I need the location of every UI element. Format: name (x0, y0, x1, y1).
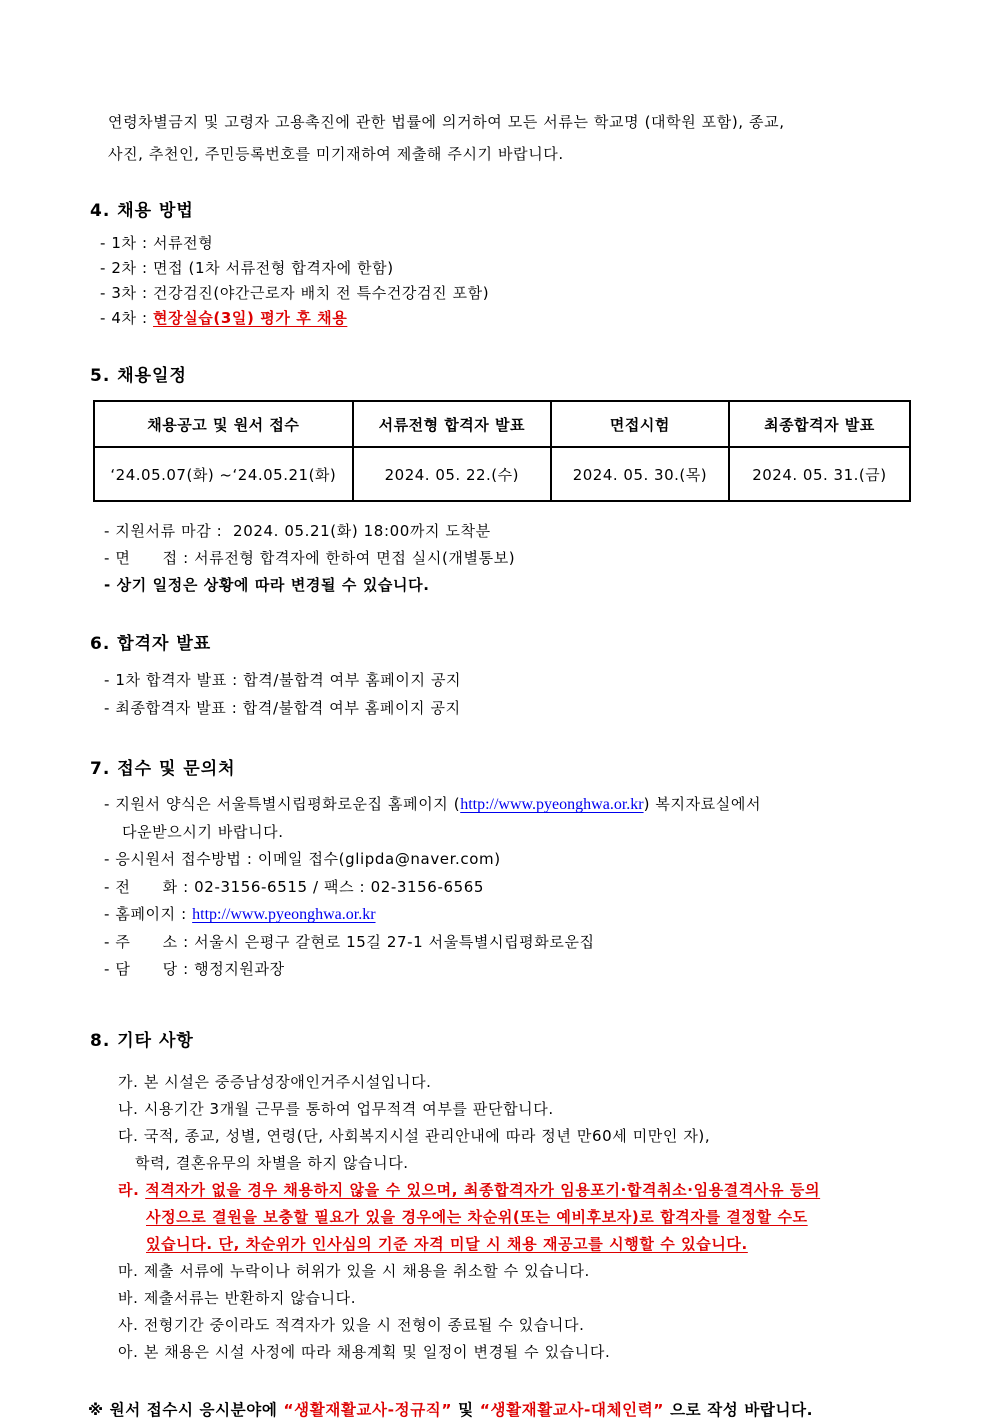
contact-form-pre: - 지원서 양식은 서울특별시립평화로운집 홈페이지 ( (104, 795, 461, 813)
announcement-first: - 1차 합격자 발표 : 합격/불합격 여부 홈페이지 공지 (104, 671, 462, 689)
contact-email: - 응시원서 접수방법 : 이메일 접수(glipda@naver.com) (104, 850, 501, 868)
recruit-step-4-prefix: - 4차 : (100, 309, 154, 327)
schedule-header-row (94, 401, 910, 447)
section-title-announcement: 6. 합격자 발표 (90, 634, 212, 654)
recruit-step-1: - 1차 : 서류전형 (100, 234, 214, 252)
recruit-method-list (100, 231, 914, 331)
footnote-red-substitute: “생활재활교사-대체인력” (479, 1400, 665, 1419)
intro-paragraph (108, 106, 914, 170)
footnote-post: 으로 작성 바랍니다. (664, 1400, 814, 1419)
etc-item-ga: 가. 본 시설은 중증남성장애인거주시설입니다. (118, 1072, 432, 1091)
section-title-schedule: 5. 채용일정 (90, 366, 187, 386)
contact-form-cont: 다운받으시기 바랍니다. (122, 822, 284, 841)
section-title-contact: 7. 접수 및 문의처 (90, 759, 236, 779)
etc-item-ra-3: 있습니다. 단, 차순위가 인사심의 기준 자격 미달 시 채용 재공고를 시행할 수 있습니다. (146, 1234, 748, 1253)
etc-item-ba: 바. 제출서류는 반환하지 않습니다. (118, 1288, 357, 1307)
section-title-etc: 8. 기타 사항 (90, 1030, 194, 1051)
footnote-red-regular: “생활재활교사-정규직” (283, 1400, 453, 1419)
homepage-link[interactable]: http://www.pyeonghwa.or.kr (460, 796, 644, 813)
contact-form-post: ) 복지자료실에서 (643, 795, 762, 813)
schedule-notes (104, 518, 914, 599)
contact-form-line (104, 791, 914, 819)
etc-item-da-2: 학력, 결혼유무의 차별을 하지 않습니다. (135, 1153, 409, 1172)
contact-homepage (104, 901, 914, 929)
etc-item-da-1: 다. 국적, 종교, 성별, 연령(단, 사회복지시설 관리안내에 따라 정년 만60세 미만인 자), (118, 1126, 711, 1145)
contact-phone: - 전 화 : 02-3156-6515 / 팩스 : 02-3156-6565 (104, 877, 485, 896)
announcement-list (104, 666, 914, 722)
schedule-header-doc-pass: 서류전형 합격자 발표 (353, 401, 551, 447)
schedule-value-apply: ‘24.05.07(화) ~‘24.05.21(화) (94, 447, 353, 501)
schedule-value-row (94, 447, 910, 501)
contact-homepage-label: - 홈페이지 : (104, 905, 193, 923)
schedule-header-apply: 채용공고 및 원서 접수 (94, 401, 353, 447)
etc-item-ra-2: 사정으로 결원을 보충할 필요가 있을 경우에는 차순위(또는 예비후보자)로 합격자를 결정할 수도 (146, 1207, 808, 1226)
schedule-value-doc-pass: 2024. 05. 22.(수) (353, 447, 551, 501)
schedule-note-interview: - 면 접 : 서류전형 합격자에 한하여 면접 실시(개별통보) (104, 549, 516, 567)
schedule-table (93, 400, 911, 502)
schedule-value-interview: 2024. 05. 30.(목) (551, 447, 729, 501)
etc-item-ma: 마. 제출 서류에 누락이나 허위가 있을 시 채용을 취소할 수 있습니다. (118, 1261, 590, 1280)
etc-item-ra-prefix: 라. (118, 1180, 146, 1199)
footnote-mid: 및 (452, 1400, 480, 1419)
recruit-step-2: - 2차 : 면접 (1차 서류전형 합격자에 한함) (100, 259, 394, 277)
section-title-recruit-method: 4. 채용 방법 (90, 201, 194, 221)
footnote-pre: ※ 원서 접수시 응시분야에 (88, 1400, 284, 1419)
schedule-header-interview: 면접시험 (551, 401, 729, 447)
contact-list (104, 791, 914, 984)
footnote (88, 1398, 914, 1420)
recruit-step-4-highlight: 현장실습(3일) 평가 후 채용 (153, 309, 348, 327)
intro-line-2: 사진, 추천인, 주민등록번호를 미기재하여 제출해 주시기 바랍니다. (108, 145, 564, 163)
schedule-header-final: 최종합격자 발표 (729, 401, 910, 447)
schedule-value-final: 2024. 05. 31.(금) (729, 447, 910, 501)
recruit-step-4 (100, 306, 914, 331)
homepage-link-2[interactable]: http://www.pyeonghwa.or.kr (192, 906, 376, 923)
etc-item-ra-1 (118, 1177, 914, 1204)
schedule-note-change: - 상기 일정은 상황에 따라 변경될 수 있습니다. (104, 576, 430, 594)
schedule-note-deadline: - 지원서류 마감 : 2024. 05.21(화) 18:00까지 도착분 (104, 522, 491, 540)
etc-item-ah: 아. 본 채용은 시설 사정에 따라 채용계획 및 일정이 변경될 수 있습니다. (118, 1342, 611, 1361)
etc-item-ra-text-1: 적격자가 없을 경우 채용하지 않을 수 있으며, 최종합격자가 임용포기·합격취소·임용결격사유 등의 (145, 1180, 821, 1199)
contact-address: - 주 소 : 서울시 은평구 갈현로 15길 27-1 서울특별시립평화로운집 (104, 932, 595, 951)
etc-item-na: 나. 시용기간 3개월 근무를 통하여 업무적격 여부를 판단합니다. (118, 1099, 554, 1118)
contact-manager: - 담 당 : 행정지원과장 (104, 960, 285, 978)
etc-item-sa: 사. 전형기간 중이라도 적격자가 있을 시 전형이 종료될 수 있습니다. (118, 1315, 585, 1334)
recruit-step-3: - 3차 : 건강검진(야간근로자 배치 전 특수건강검진 포함) (100, 284, 490, 302)
etc-list (118, 1069, 914, 1366)
announcement-final: - 최종합격자 발표 : 합격/불합격 여부 홈페이지 공지 (104, 699, 461, 717)
intro-line-1: 연령차별금지 및 고령자 고용촉진에 관한 법률에 의거하여 모든 서류는 학교명 (대학원 포함), 종교, (108, 113, 785, 131)
